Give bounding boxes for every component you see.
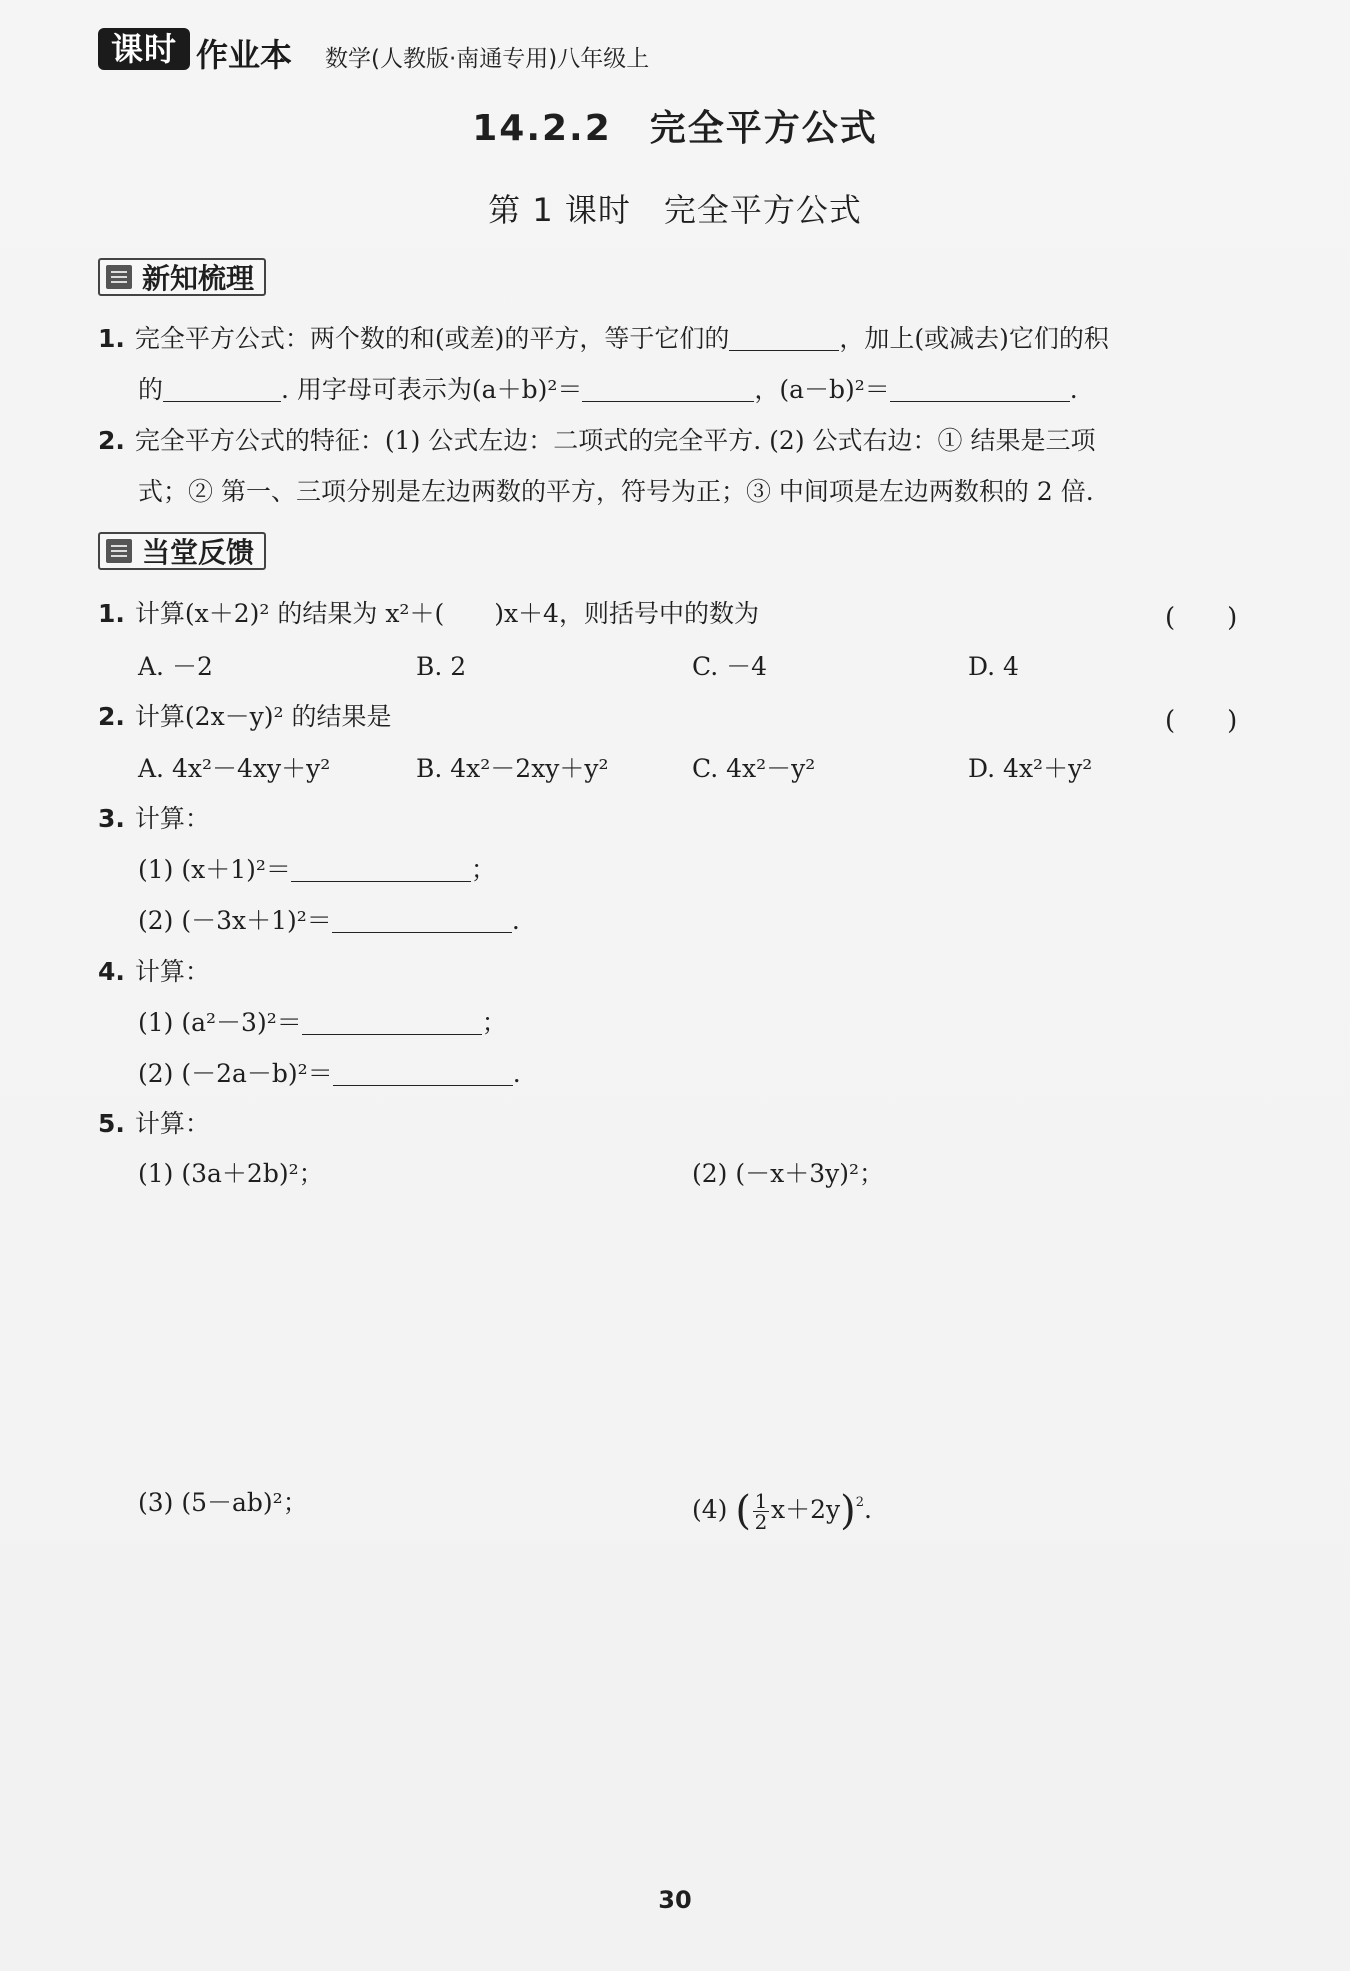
fraction-numerator: 1 [754, 1489, 768, 1513]
question-number: 5. [98, 1109, 125, 1138]
q1-text-e: ，(a－b)²＝ [754, 375, 890, 404]
book-icon [106, 265, 132, 289]
q5-item-1: (1) (3a＋2b)²； [138, 1159, 324, 1188]
q5-item-2: (2) (－x＋3y)²； [692, 1159, 885, 1188]
q2-text-a: 完全平方公式的特征：(1) 公式左边：二项式的完全平方. (2) 公式右边：① 结果是三项 [134, 426, 1096, 455]
q3-stem: 计算： [134, 804, 210, 833]
exponent: 2 [855, 1495, 865, 1510]
q5-item-4 [692, 1480, 872, 1534]
q2-option-c[interactable]: C. 4x²－y² [692, 754, 816, 783]
q1-text-f: . [1069, 375, 1078, 404]
answer-blank[interactable] [333, 1063, 513, 1086]
answer-blank[interactable] [729, 328, 839, 351]
item-end: ； [470, 855, 496, 884]
section-knowledge-label: 新知梳理 [142, 262, 255, 295]
right-paren: ) [840, 1488, 856, 1534]
item-end: . [512, 1059, 521, 1088]
answer-blank[interactable] [332, 910, 512, 933]
section-feedback-label: 当堂反馈 [142, 536, 255, 569]
q3-item-1 [138, 853, 496, 887]
knowledge-q2-line2 [138, 475, 1094, 509]
q4-item-1-text: (1) (a²－3)²＝ [138, 1008, 302, 1037]
answer-blank[interactable] [291, 859, 471, 882]
question-number: 4. [98, 957, 125, 986]
q5-stem: 计算： [134, 1109, 210, 1138]
feedback-q5 [98, 1107, 210, 1141]
q1-option-d[interactable]: D. 4 [968, 652, 1019, 681]
expression-rest: x＋2y [770, 1495, 841, 1524]
q3-item-1-text: (1) (x＋1)²＝ [138, 855, 291, 884]
fraction-half [753, 1491, 769, 1532]
q1-option-c[interactable]: C. －4 [692, 652, 768, 681]
q1-text-a: 完全平方公式：两个数的和(或差)的平方，等于它们的 [134, 324, 730, 353]
item-end: . [864, 1495, 872, 1524]
q1-text-d: . 用字母可表示为(a＋b)²＝ [281, 375, 583, 404]
q1-option-b[interactable]: B. 2 [416, 652, 467, 681]
q5-item-3: (3) (5－ab)²； [138, 1488, 308, 1517]
q2-option-d[interactable]: D. 4x²＋y² [968, 754, 1093, 783]
q2-stem: 计算(2x－y)² 的结果是 [134, 702, 392, 731]
q3-item-2 [138, 904, 520, 938]
question-number: 2. [98, 426, 125, 455]
q2-option-a[interactable]: A. 4x²－4xy＋y² [138, 754, 331, 783]
q1-stem: 计算(x＋2)² 的结果为 x²＋( )x＋4，则括号中的数为 [134, 599, 759, 628]
section-feedback [98, 532, 266, 570]
q1-text-b: ，加上(或减去)它们的积 [839, 324, 1109, 353]
knowledge-q1-line2 [138, 373, 1078, 407]
q4-stem: 计算： [134, 957, 210, 986]
q4-item-2-text: (2) (－2a－b)²＝ [138, 1059, 333, 1088]
question-number: 1. [98, 599, 125, 628]
brand-logo: 课时 [98, 28, 190, 70]
question-number: 1. [98, 324, 125, 353]
fraction-denominator: 2 [754, 1510, 768, 1534]
section-knowledge [98, 258, 266, 296]
q4-item-1 [138, 1006, 507, 1040]
knowledge-q2-line1 [98, 424, 1095, 458]
feedback-q2 [98, 700, 392, 734]
answer-paren[interactable]: ( ) [1165, 603, 1238, 633]
q5-item-4-label: (4) [692, 1495, 728, 1524]
knowledge-q1-line1 [98, 322, 1109, 356]
item-end: . [511, 906, 520, 935]
feedback-q4 [98, 955, 210, 989]
q1-text-c: 的 [138, 375, 164, 404]
feedback-q3 [98, 802, 210, 836]
answer-blank[interactable] [302, 1012, 482, 1035]
answer-blank[interactable] [163, 379, 281, 402]
question-number: 2. [98, 702, 125, 731]
page-number: 30 [658, 1886, 692, 1914]
page-title: 14.2.2 完全平方公式 [472, 108, 878, 149]
q2-option-b[interactable]: B. 4x²－2xy＋y² [416, 754, 609, 783]
q2-text-b: 式；② 第一、三项分别是左边两数的平方，符号为正；③ 中间项是左边两数积的 2 倍. [138, 477, 1094, 506]
lesson-subtitle: 第 1 课时 完全平方公式 [488, 191, 862, 229]
q3-item-2-text: (2) (－3x＋1)²＝ [138, 906, 332, 935]
q1-option-a[interactable]: A. －2 [138, 652, 213, 681]
pencil-icon [106, 539, 132, 563]
brand-subtitle: 作业本 [196, 36, 293, 74]
book-info: 数学(人教版·南通专用)八年级上 [325, 46, 650, 72]
q4-item-2 [138, 1057, 521, 1091]
answer-paren[interactable]: ( ) [1165, 706, 1238, 736]
feedback-q1 [98, 597, 759, 631]
answer-blank[interactable] [890, 379, 1070, 402]
answer-blank[interactable] [582, 379, 754, 402]
question-number: 3. [98, 804, 125, 833]
left-paren: ( [735, 1488, 751, 1534]
item-end: ； [481, 1008, 507, 1037]
